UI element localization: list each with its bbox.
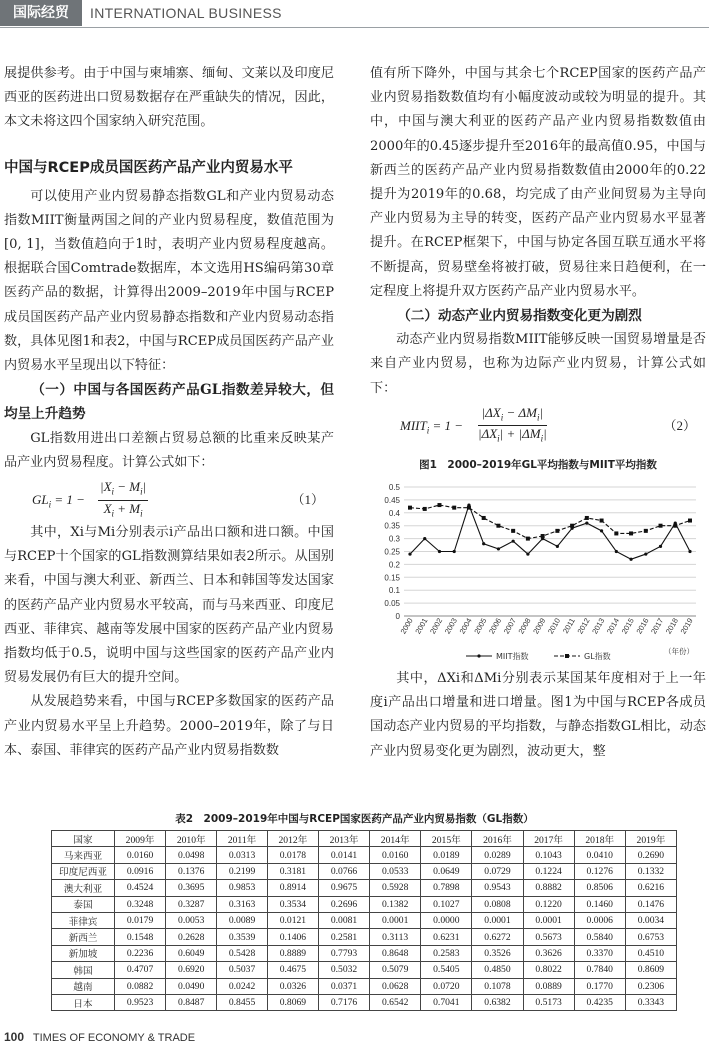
y-tick-label: 0.1 xyxy=(388,586,400,596)
table-row xyxy=(52,994,677,1010)
legend-label-gl: GL指数 xyxy=(584,652,611,662)
x-tick-label: 2014 xyxy=(604,616,622,636)
table-cell: 0.8914 xyxy=(267,880,318,896)
table-cell: 马来西亚 xyxy=(52,847,115,863)
table-cell: 0.2628 xyxy=(166,929,217,945)
table-header-row xyxy=(52,831,677,847)
table-row xyxy=(52,912,677,928)
x-tick-label: 2017 xyxy=(649,616,666,636)
data-point xyxy=(511,529,515,533)
table-cell: 2010年 xyxy=(166,831,217,847)
table-cell: 0.4235 xyxy=(574,994,625,1010)
table-cell: 0.4510 xyxy=(625,945,676,961)
table-cell: 0.1382 xyxy=(370,896,421,912)
table-cell: 新加坡 xyxy=(52,945,115,961)
table-row xyxy=(52,962,677,978)
data-point xyxy=(615,550,618,553)
x-tick-label: 2011 xyxy=(560,616,577,636)
table-row xyxy=(52,978,677,994)
data-point xyxy=(600,519,604,523)
y-tick-label: 0.2 xyxy=(388,560,400,570)
table-cell: 0.0089 xyxy=(217,912,268,928)
table-cell: 0.6753 xyxy=(625,929,676,945)
table-cell: 0.0242 xyxy=(217,978,268,994)
table-cell: 新西兰 xyxy=(52,929,115,945)
table-cell: 0.1220 xyxy=(523,896,574,912)
data-point xyxy=(408,506,412,510)
table-cell: 越南 xyxy=(52,978,115,994)
table-cell: 0.4675 xyxy=(267,962,318,978)
data-point xyxy=(497,547,500,550)
table-cell: 0.0001 xyxy=(523,912,574,928)
data-point xyxy=(541,534,545,538)
table-cell: 2014年 xyxy=(370,831,421,847)
data-point xyxy=(659,524,663,528)
table-cell: 0.0160 xyxy=(370,847,421,863)
table-cell: 0.2690 xyxy=(625,847,676,863)
table-cell: 0.1770 xyxy=(574,978,625,994)
table-cell: 2015年 xyxy=(421,831,472,847)
page-number: 100 xyxy=(4,1030,25,1044)
data-point xyxy=(570,524,574,528)
table-cell: 0.0081 xyxy=(318,912,369,928)
table-cell: 0.4524 xyxy=(115,880,166,896)
table-cell: 0.0160 xyxy=(115,847,166,863)
table-cell: 0.3695 xyxy=(166,880,217,896)
y-tick-label: 0.15 xyxy=(384,573,400,583)
paragraph: 其中，ΔXi和ΔMi分别表示某国某年度相对于上一年度i产品出口增量和进口增量。图1为中国与RCEP各成员国动态产业内贸易的平均指数，与静态指数GL相比，动态产业内贸易变化更为剧烈，波动更大，整 xyxy=(370,671,706,759)
table-cell: 0.5032 xyxy=(318,962,369,978)
table-cell: 0.1376 xyxy=(166,863,217,879)
table-cell: 0.7840 xyxy=(574,962,625,978)
table-cell: 0.0178 xyxy=(267,847,318,863)
table-cell: 0.8889 xyxy=(267,945,318,961)
table-cell: 0.3287 xyxy=(166,896,217,912)
table-cell: 0.0410 xyxy=(574,847,625,863)
table-cell: 0.1043 xyxy=(523,847,574,863)
table-cell: 0.0889 xyxy=(523,978,574,994)
y-tick-label: 0.05 xyxy=(384,599,400,609)
table-cell: 0.0729 xyxy=(472,863,523,879)
table-cell: 0.5405 xyxy=(421,962,472,978)
table-cell: 0.2696 xyxy=(318,896,369,912)
table-cell: 0.0053 xyxy=(166,912,217,928)
legend-marker-miit xyxy=(477,654,480,657)
table-cell: 韩国 xyxy=(52,962,115,978)
data-point xyxy=(438,550,441,553)
x-tick-label: 2005 xyxy=(472,616,489,636)
table-cell: 0.7793 xyxy=(318,945,369,961)
x-tick-label: 2016 xyxy=(634,616,651,636)
table-cell: 0.3534 xyxy=(267,896,318,912)
subheading: （二）动态产业内贸易指数变化更为剧烈 xyxy=(397,308,642,325)
table-cell: 0.3626 xyxy=(523,945,574,961)
table-row xyxy=(52,847,677,863)
table-cell: 0.0034 xyxy=(625,912,676,928)
x-tick-label: 2001 xyxy=(413,616,430,636)
legend-marker-gl xyxy=(565,654,569,658)
page-header xyxy=(0,0,709,26)
table-cell: 0.2306 xyxy=(625,978,676,994)
data-point xyxy=(659,545,662,548)
x-tick-label: 2018 xyxy=(663,616,680,636)
subheading: （一）中国与各国医药产品GL指数差异较大，但均呈上升趋势 xyxy=(4,382,334,423)
table-cell: 0.0371 xyxy=(318,978,369,994)
table-cell: 0.2199 xyxy=(217,863,268,879)
table-row xyxy=(52,929,677,945)
table-cell: 泰国 xyxy=(52,896,115,912)
formula-number: （2） xyxy=(663,417,696,433)
data-point xyxy=(423,507,427,511)
x-axis-label: （年份） xyxy=(664,647,694,657)
table-cell: 0.0313 xyxy=(217,847,268,863)
x-tick-label: 2002 xyxy=(428,616,445,636)
x-tick-label: 2009 xyxy=(531,616,548,636)
data-point xyxy=(452,506,456,510)
gl-index-table xyxy=(51,830,677,1011)
table-row xyxy=(52,945,677,961)
table-cell: 0.3113 xyxy=(370,929,421,945)
table-cell: 0.5173 xyxy=(523,994,574,1010)
table-cell: 0.3163 xyxy=(217,896,268,912)
y-tick-label: 0.5 xyxy=(388,483,400,493)
table-cell: 0.3526 xyxy=(472,945,523,961)
x-tick-label: 2000 xyxy=(398,616,415,636)
table-cell: 0.8609 xyxy=(625,962,676,978)
line-chart xyxy=(370,479,706,667)
table-cell: 0.1406 xyxy=(267,929,318,945)
table-cell: 0.0001 xyxy=(472,912,523,928)
table-cell: 0.0121 xyxy=(267,912,318,928)
table-cell: 0.9523 xyxy=(115,994,166,1010)
x-tick-label: 2008 xyxy=(516,616,533,636)
table-cell: 0.1276 xyxy=(574,863,625,879)
table-cell: 2009年 xyxy=(115,831,166,847)
table-cell: 2011年 xyxy=(217,831,268,847)
table-cell: 0.6272 xyxy=(472,929,523,945)
formula-number: （1） xyxy=(291,492,324,508)
right-column xyxy=(370,62,706,764)
paragraph: 从发展趋势来看，中国与RCEP多数国家的医药产品产业内贸易水平呈上升趋势。2000–2019年，除了与日本、泰国、菲律宾的医药产品产业内贸易指数数 xyxy=(4,694,334,758)
table-title: 表2 2009–2019年中国与RCEP国家医药产品产业内贸易指数（GL指数） xyxy=(175,813,534,825)
y-tick-label: 0.4 xyxy=(388,508,400,518)
table-cell: 0.8455 xyxy=(217,994,268,1010)
table-cell: 2018年 xyxy=(574,831,625,847)
formula-miit: $MIIT_i = 1$ − $|\Delta X_i - \Delta M_i|$ $|\Delta X_i| + |\Delta M_i|$ （2） xyxy=(400,404,696,445)
table-cell: 0.3539 xyxy=(217,929,268,945)
table-cell: 0.6920 xyxy=(166,962,217,978)
table-cell: 0.5037 xyxy=(217,962,268,978)
table-cell: 0.4850 xyxy=(472,962,523,978)
journal-name: TIMES OF ECONOMY & TRADE xyxy=(32,1032,196,1044)
table-cell: 0.0326 xyxy=(267,978,318,994)
table-cell: 国家 xyxy=(52,831,115,847)
data-point xyxy=(644,553,647,556)
data-point xyxy=(673,524,677,528)
table-cell: 2017年 xyxy=(523,831,574,847)
table-cell: 0.0808 xyxy=(472,896,523,912)
table-cell: 0.0289 xyxy=(472,847,523,863)
x-tick-label: 2006 xyxy=(487,616,504,636)
data-point xyxy=(629,558,632,561)
legend-label-miit: MIIT指数 xyxy=(496,652,529,662)
table-cell: 0.1224 xyxy=(523,863,574,879)
table-cell: 0.1078 xyxy=(472,978,523,994)
y-tick-label: 0.45 xyxy=(384,495,400,505)
table-cell: 0.2583 xyxy=(421,945,472,961)
table-cell: 0.8022 xyxy=(523,962,574,978)
data-point xyxy=(423,537,426,540)
x-tick-label: 2013 xyxy=(590,616,607,636)
table-cell: 0.0179 xyxy=(115,912,166,928)
data-point xyxy=(629,531,633,535)
table-cell: 0.9675 xyxy=(318,880,369,896)
y-tick-label: 0.35 xyxy=(384,521,400,531)
table-cell: 0.3343 xyxy=(625,994,676,1010)
table-cell: 0.0498 xyxy=(166,847,217,863)
table-cell: 0.0001 xyxy=(370,912,421,928)
table-cell: 2016年 xyxy=(472,831,523,847)
data-point xyxy=(408,553,411,556)
x-tick-label: 2003 xyxy=(442,616,459,636)
table-cell: 0.3248 xyxy=(115,896,166,912)
data-point xyxy=(688,519,692,523)
data-point xyxy=(512,540,515,543)
paragraph: 可以使用产业内贸易静态指数GL和产业内贸易动态指数MIIT衡量两国之间的产业内贸易程度，数值范围为[0, 1]，当数值趋向于1时，表明产业内贸易程度越高。根据联合国Comtrade数据库，本文选用HS编码第30章医药产品的数据，计算得出2009–2019年中国与RCEP成员国医药产品产业内贸易静态指数和产业内贸易动态指数，具体见图1和表2，中国与RCEP成员国医药产品产业内贸易水平呈现出以下特征： xyxy=(4,188,334,374)
data-point xyxy=(526,537,530,541)
data-point xyxy=(526,553,529,556)
table-cell: 0.6216 xyxy=(625,880,676,896)
paragraph: 动态产业内贸易指数MIIT能够反映一国贸易增量是否来自产业内贸易，也称为边际产业内贸易，计算公式如下： xyxy=(370,332,706,396)
table-row xyxy=(52,880,677,896)
table-cell: 0.6382 xyxy=(472,994,523,1010)
x-tick-label: 2010 xyxy=(545,616,563,636)
header-rule xyxy=(0,27,709,28)
table-cell: 2019年 xyxy=(625,831,676,847)
data-point xyxy=(614,531,618,535)
x-tick-label: 2015 xyxy=(619,616,636,636)
table-cell: 0.0882 xyxy=(115,978,166,994)
table-cell: 0.0006 xyxy=(574,912,625,928)
data-point xyxy=(467,506,471,510)
table-cell: 0.8487 xyxy=(166,994,217,1010)
table-cell: 0.0141 xyxy=(318,847,369,863)
data-point xyxy=(585,516,589,520)
x-tick-label: 2007 xyxy=(501,616,518,636)
table-cell: 0.8882 xyxy=(523,880,574,896)
table-cell: 0.5928 xyxy=(370,880,421,896)
table-cell: 0.1460 xyxy=(574,896,625,912)
table-cell: 0.1332 xyxy=(625,863,676,879)
data-point xyxy=(496,524,500,528)
table-cell: 0.5428 xyxy=(217,945,268,961)
data-point xyxy=(437,503,441,507)
data-point xyxy=(555,529,559,533)
x-tick-label: 2012 xyxy=(575,616,592,636)
formula-gl: $GL_i = 1$ − $\frac{|X_i - M_i|}{X_i + M_i}$ （1） xyxy=(32,479,324,519)
table-cell: 0.6542 xyxy=(370,994,421,1010)
table-cell: 0.0490 xyxy=(166,978,217,994)
section-en: INTERNATIONAL BUSINESS xyxy=(90,5,282,21)
y-tick-label: 0.3 xyxy=(388,534,400,544)
figure-title: 图1 2000–2019年GL平均指数与MIIT平均指数 xyxy=(419,458,657,471)
table-cell: 0.0533 xyxy=(370,863,421,879)
paragraph: GL指数用进出口差额占贸易总额的比重来反映某产品产业内贸易程度。计算公式如下： xyxy=(4,430,334,470)
table-cell: 2012年 xyxy=(267,831,318,847)
table-cell: 0.8069 xyxy=(267,994,318,1010)
table-cell: 0.5079 xyxy=(370,962,421,978)
table-row xyxy=(52,896,677,912)
data-point xyxy=(482,516,486,520)
data-point xyxy=(453,550,456,553)
table-cell: 0.8648 xyxy=(370,945,421,961)
table-cell: 0.0916 xyxy=(115,863,166,879)
page-footer xyxy=(4,1030,195,1044)
table-cell: 0.0649 xyxy=(421,863,472,879)
data-point xyxy=(644,529,648,533)
table-cell: 0.1548 xyxy=(115,929,166,945)
table-cell: 0.1476 xyxy=(625,896,676,912)
table-cell: 0.0720 xyxy=(421,978,472,994)
x-tick-label: 2004 xyxy=(457,616,474,636)
table-cell: 0.0000 xyxy=(421,912,472,928)
data-point xyxy=(688,550,691,553)
x-tick-label: 2019 xyxy=(678,616,695,636)
table-cell: 0.7176 xyxy=(318,994,369,1010)
data-point xyxy=(600,529,603,532)
table-cell: 0.0189 xyxy=(421,847,472,863)
table-cell: 日本 xyxy=(52,994,115,1010)
series-line-gl xyxy=(410,505,690,539)
table-row xyxy=(52,863,677,879)
table-cell: 0.5673 xyxy=(523,929,574,945)
table-cell: 0.6049 xyxy=(166,945,217,961)
table-cell: 印度尼西亚 xyxy=(52,863,115,879)
table-cell: 0.0766 xyxy=(318,863,369,879)
table-cell: 0.3370 xyxy=(574,945,625,961)
paragraph: 值有所下降外，中国与其余七个RCEP国家的医药产品产业内贸易指数数值均有小幅度波动或较为明显的提升。其中，中国与澳大利亚的医药产品产业内贸易指数数值由2000年的0.45逐步提升至2016年的最高值0.95，中国与新西兰的医药产品产业内贸易指数数值由2000年的0.22提升为2019年的0.68，均完成了由产业间贸易为主导向产业内贸易为主导的转变，医药产品产业内贸易水平显著提升。在RCEP框架下，中国与协定各国互联互通水平将不断提高，贸易壁垒将被打破，贸易往来日趋便利，在一定程度上将提升双方医药产品产业内贸易水平。 xyxy=(370,66,706,299)
table-cell: 0.9543 xyxy=(472,880,523,896)
y-tick-label: 0.25 xyxy=(384,547,400,557)
table-cell: 2013年 xyxy=(318,831,369,847)
data-point xyxy=(585,522,588,525)
paragraph: 展提供参考。由于中国与柬埔寨、缅甸、文莱以及印度尼西亚的医药进出口贸易数据存在严重缺失的情况，因此，本文未将这四个国家纳入研究范围。 xyxy=(4,66,334,130)
paragraph: 其中，Xi与Mi分别表示i产品出口额和进口额。中国与RCEP十个国家的GL指数测算结果如表2所示。从国别来看，中国与澳大利亚、新西兰、日本和韩国等发达国家的医药产品产业内贸易水平较高，而与马来西亚、印度尼西亚、菲律宾、越南等发展中国家的医药产品产业内贸易指数均低于0.5，说明中国与这些国家的医药产品产业内贸易发展仍有巨大的提升空间。 xyxy=(4,525,334,686)
section-tag: 国际经贸 xyxy=(0,0,82,26)
data-point xyxy=(482,542,485,545)
table-cell: 0.2236 xyxy=(115,945,166,961)
data-point xyxy=(556,545,559,548)
table-cell: 0.8506 xyxy=(574,880,625,896)
table-cell: 0.1027 xyxy=(421,896,472,912)
table-cell: 0.3181 xyxy=(267,863,318,879)
table-cell: 0.4707 xyxy=(115,962,166,978)
y-tick-label: 0 xyxy=(395,612,400,622)
table-cell: 菲律宾 xyxy=(52,912,115,928)
table-cell: 0.7898 xyxy=(421,880,472,896)
table-cell: 0.6231 xyxy=(421,929,472,945)
section-heading: 中国与RCEP成员国医药产品产业内贸易水平 xyxy=(4,159,293,176)
table-cell: 0.0628 xyxy=(370,978,421,994)
table-cell: 0.5840 xyxy=(574,929,625,945)
table-cell: 0.2581 xyxy=(318,929,369,945)
table-cell: 0.9853 xyxy=(217,880,268,896)
table-cell: 澳大利亚 xyxy=(52,880,115,896)
table-cell: 0.7041 xyxy=(421,994,472,1010)
left-column xyxy=(4,62,334,763)
figure-1 xyxy=(370,479,706,667)
